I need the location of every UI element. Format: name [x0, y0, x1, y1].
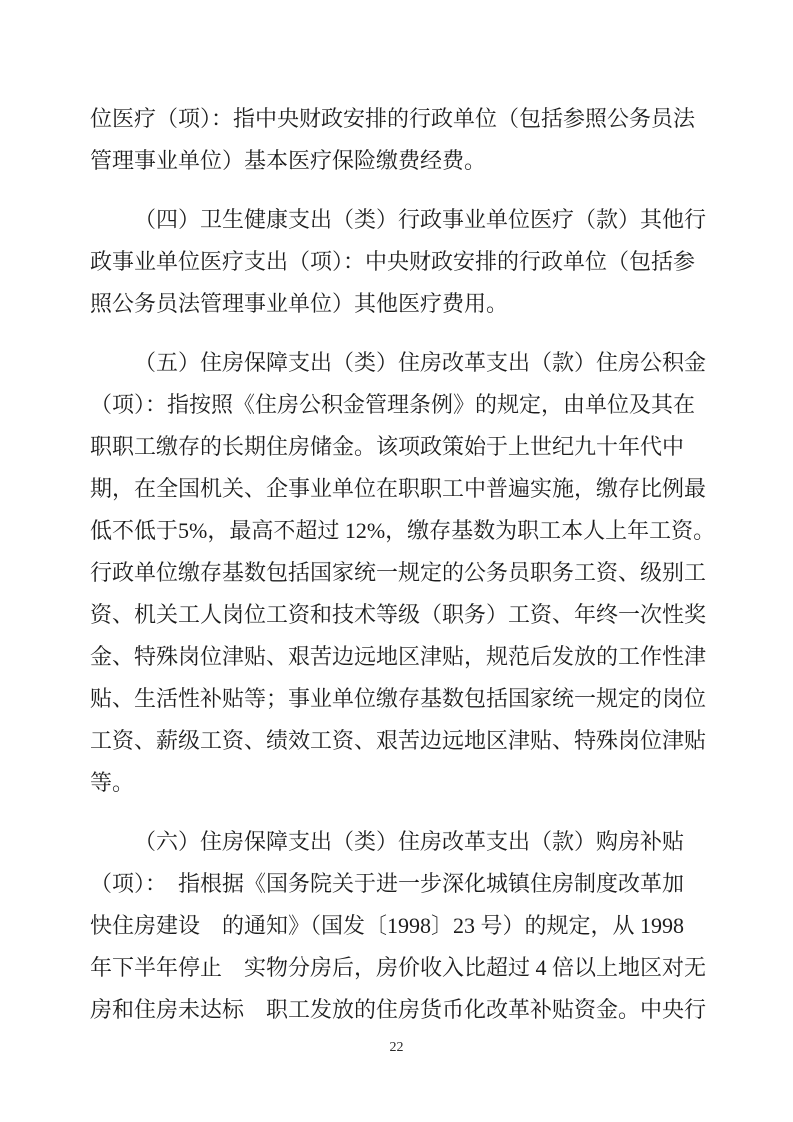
paragraph-2 [90, 199, 710, 325]
text-line: 政事业单位医疗支出（项）：中央财政安排的行政单位（包括参 [90, 249, 696, 274]
text-line: （五）住房保障支出（类）住房改革支出（款）住房公积金 [134, 350, 707, 375]
paragraph-3 [90, 342, 716, 804]
text-line: 贴、生活性补贴等；事业单位缴存基数包括国家统一规定的岗位 [90, 686, 707, 711]
paragraph-4 [90, 821, 710, 1031]
paragraph-1 [90, 98, 710, 182]
page-number: 22 [389, 1040, 404, 1055]
text-line: 年下半年停止 实物分房后，房价收入比超过 4 倍以上地区对无 [90, 955, 707, 980]
text-line: 管理事业单位）基本医疗保险缴费经费。 [90, 148, 487, 173]
text-line: （四）卫生健康支出（类）行政事业单位医疗（款）其他行 [134, 207, 707, 232]
text-line: （项）： 指根据《国务院关于进一步深化城镇住房制度改革加 [90, 871, 685, 896]
text-line: 照公务员法管理事业单位）其他医疗费用。 [90, 291, 509, 316]
text-line: 金、特殊岗位津贴、艰苦边远地区津贴，规范后发放的工作性津 [90, 644, 707, 669]
text-line: （项）：指按照《住房公积金管理条例》的规定，由单位及其在 [90, 392, 696, 417]
text-line: 快住房建设 的通知》（国发〔1998〕23 号）的规定，从 1998 [90, 913, 685, 938]
text-line: 资、机关工人岗位工资和技术等级（职务）工资、年终一次性奖 [90, 602, 707, 627]
text-line: 房和住房未达标 职工发放的住房货币化改革补贴资金。中央行 [90, 997, 707, 1022]
text-line: 低不低于5%，最高不超过 12%，缴存基数为职工本人上年工资。 [90, 518, 716, 543]
text-line: 职职工缴存的长期住房储金。该项政策始于上世纪九十年代中 [90, 434, 685, 459]
text-line: 位医疗（项）：指中央财政安排的行政单位（包括参照公务员法 [90, 106, 696, 131]
text-line: 工资、薪级工资、绩效工资、艰苦边远地区津贴、特殊岗位津贴 [90, 728, 707, 753]
text-line: 行政单位缴存基数包括国家统一规定的公务员职务工资、级别工 [90, 560, 707, 585]
text-line: （六）住房保障支出（类）住房改革支出（款）购房补贴 [134, 829, 685, 854]
document-body [90, 98, 716, 1031]
text-line: 期，在全国机关、企事业单位在职职工中普遍实施，缴存比例最 [90, 476, 707, 501]
text-line: 等。 [90, 770, 135, 795]
